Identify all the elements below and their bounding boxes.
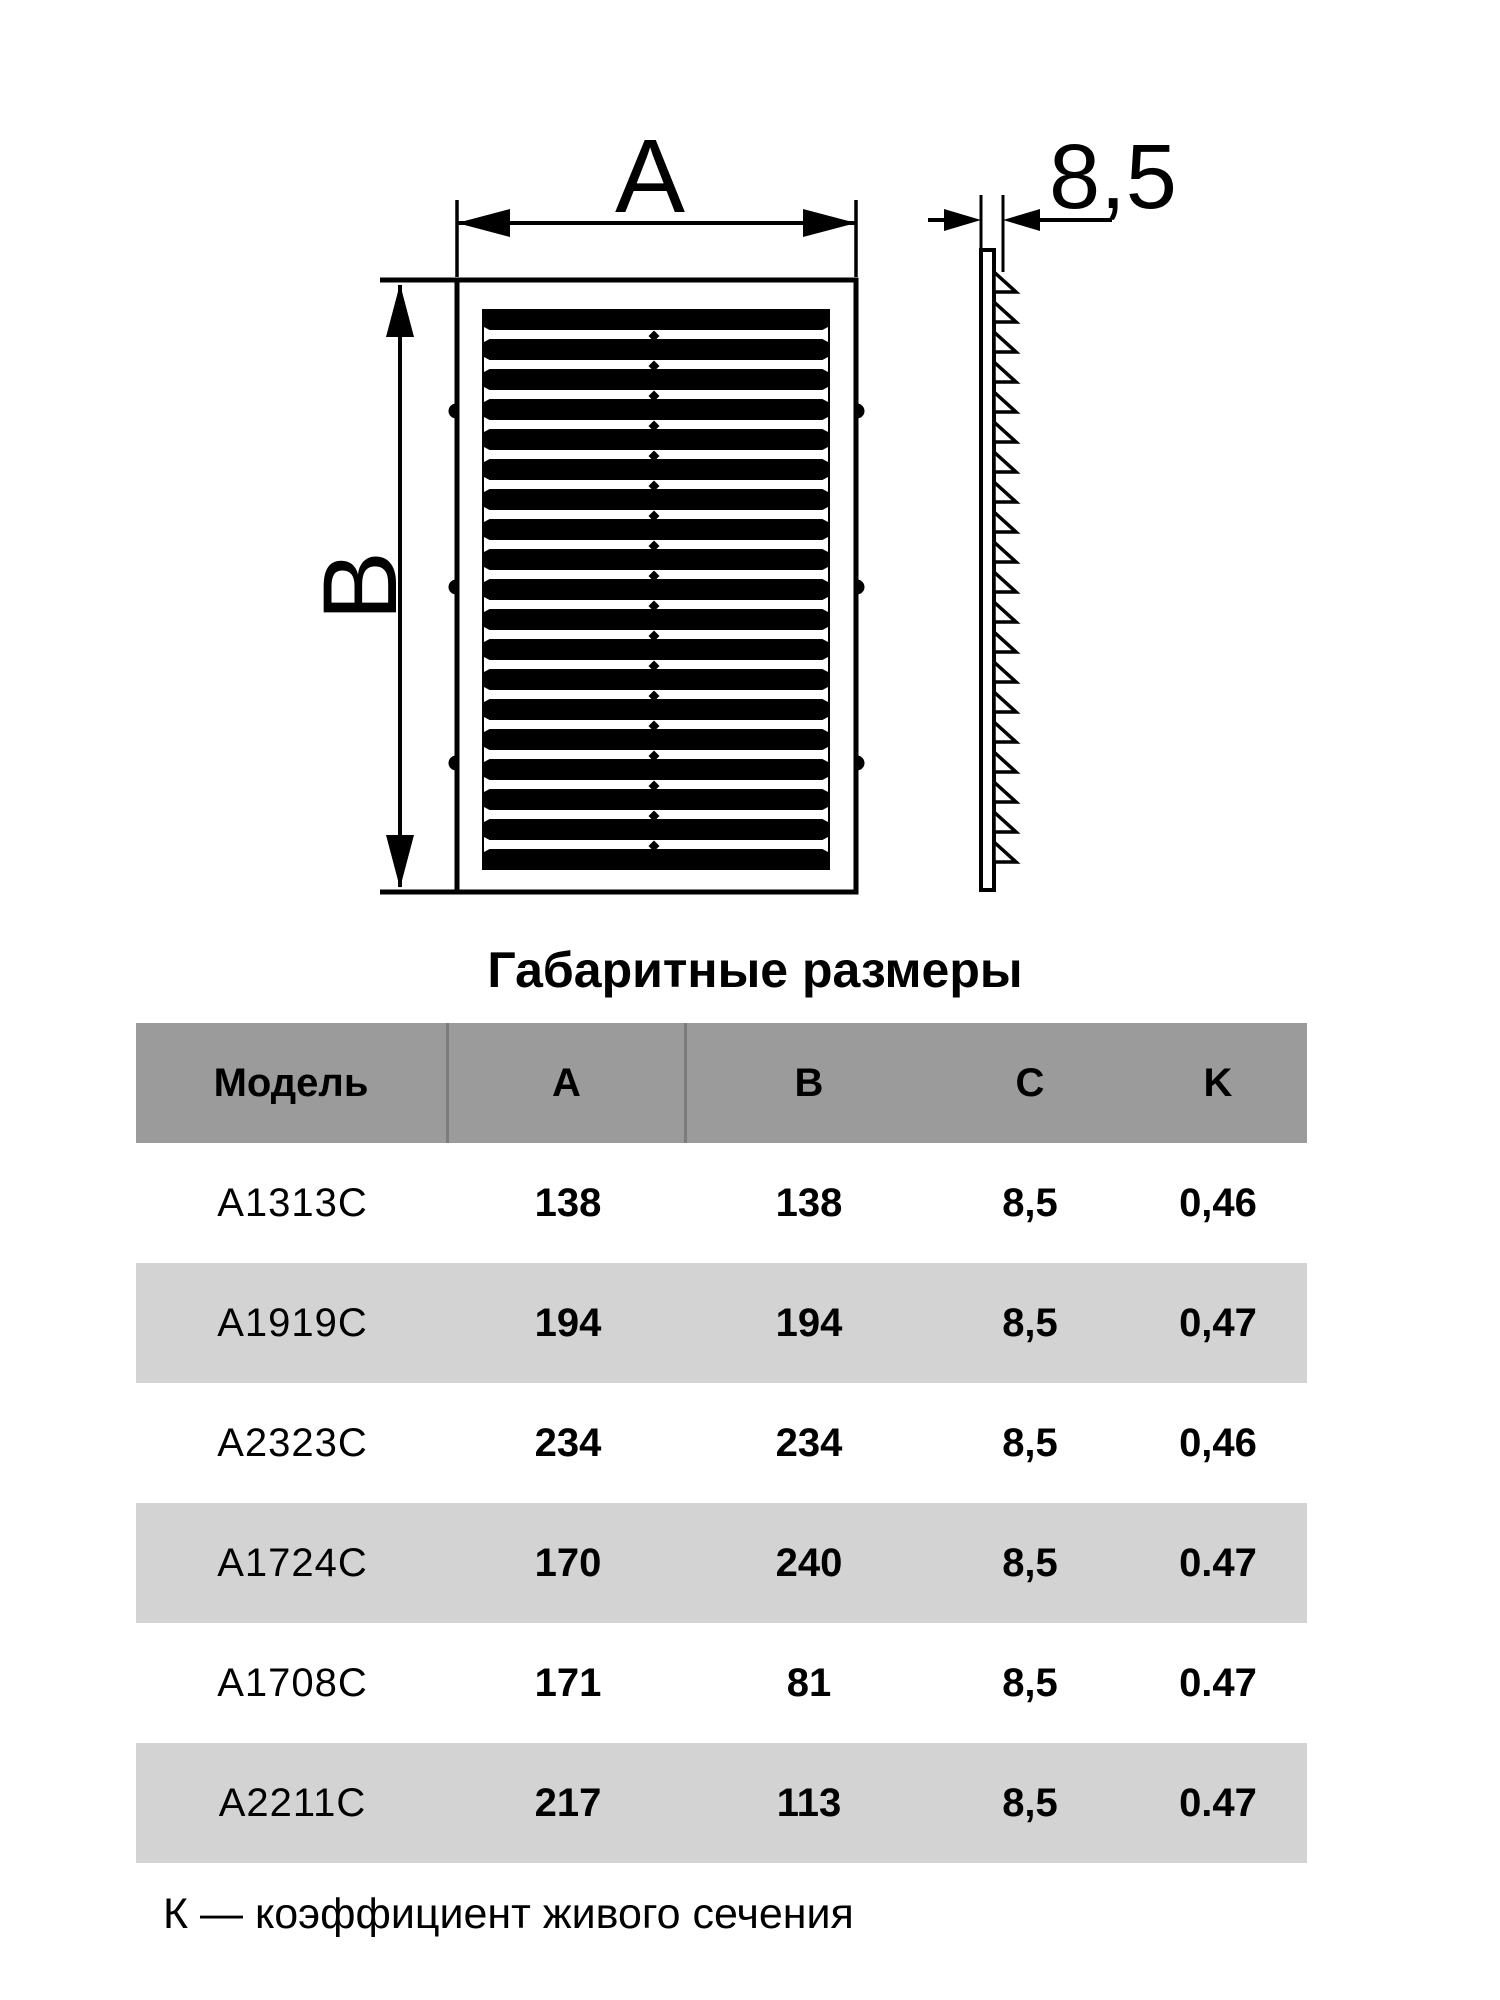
louver-tooth — [994, 782, 1016, 802]
cell-c: 8,5 — [1002, 1300, 1058, 1345]
cell-a: 171 — [534, 1660, 602, 1705]
header-a: A — [449, 1023, 687, 1143]
arrowhead-top — [386, 284, 414, 337]
table-row — [136, 1623, 1307, 1743]
cell-c: 8,5 — [1002, 1660, 1058, 1705]
cell-a: 138 — [534, 1180, 602, 1225]
arrowhead-left — [457, 209, 510, 237]
louver-tooth — [994, 452, 1016, 472]
louver-tooth — [994, 272, 1016, 292]
spec-table — [136, 1023, 1307, 1863]
table-body — [136, 1143, 1307, 1863]
dimension-depth-label: 8,5 — [1049, 126, 1177, 228]
cell-k: 0,46 — [1179, 1420, 1257, 1465]
cell-model: A2323C — [217, 1420, 368, 1465]
louver-tooth — [994, 572, 1016, 592]
cell-c: 8,5 — [1002, 1180, 1058, 1225]
cell-b: 240 — [775, 1540, 843, 1585]
arrowhead-right — [803, 209, 856, 237]
cell-a: 217 — [534, 1780, 602, 1825]
cell-b: 234 — [775, 1420, 843, 1465]
cell-model: A1313C — [217, 1180, 368, 1225]
louver-tooth — [994, 842, 1016, 862]
table-row — [136, 1743, 1307, 1863]
cell-b: 81 — [786, 1660, 832, 1705]
cell-k: 0.47 — [1179, 1660, 1257, 1705]
header-c: C — [1015, 1060, 1045, 1105]
louver-tooth — [994, 602, 1016, 622]
louver-tooth — [994, 752, 1016, 772]
cell-c: 8,5 — [1002, 1780, 1058, 1825]
dimension-A-label: A — [614, 118, 686, 235]
louver-tooth — [994, 812, 1016, 832]
cell-model: A1708C — [217, 1660, 368, 1705]
cell-a: 234 — [534, 1420, 602, 1465]
side-louver-teeth — [994, 272, 1016, 862]
louver-tooth — [994, 422, 1016, 442]
cell-k: 0,46 — [1179, 1180, 1257, 1225]
louver-tooth — [994, 662, 1016, 682]
louver-tooth — [994, 482, 1016, 502]
header-b: B — [794, 1060, 824, 1105]
louver-tooth — [994, 542, 1016, 562]
louver-tooth — [994, 722, 1016, 742]
cell-k: 0.47 — [1179, 1780, 1257, 1825]
louver-tooth — [994, 362, 1016, 382]
louver-tooth — [994, 512, 1016, 532]
cell-k: 0.47 — [1179, 1540, 1257, 1585]
drawing-title: Габаритные размеры — [487, 942, 1023, 998]
cell-model: A1919C — [217, 1300, 368, 1345]
louver-slats — [482, 309, 830, 870]
table-row — [136, 1263, 1307, 1383]
cell-a: 194 — [534, 1300, 602, 1345]
cell-k: 0,47 — [1179, 1300, 1257, 1345]
table-row — [136, 1143, 1307, 1263]
cell-a: 170 — [534, 1540, 602, 1585]
grille-front-view — [449, 280, 865, 892]
cell-b: 113 — [776, 1780, 842, 1825]
dimension-B — [302, 280, 466, 892]
cell-b: 194 — [775, 1300, 843, 1345]
louver-tooth — [994, 302, 1016, 322]
header-k: K — [1203, 1060, 1233, 1105]
cell-model: A2211C — [218, 1780, 367, 1825]
cell-model: A1724C — [217, 1540, 368, 1585]
side-plate — [981, 250, 994, 890]
louver-tooth — [994, 332, 1016, 352]
arrowhead-left-pointing — [1003, 209, 1040, 231]
table-header-row — [136, 1023, 1307, 1143]
dimension-A — [457, 118, 856, 277]
louver-tooth — [994, 632, 1016, 652]
dimension-depth — [928, 126, 1177, 272]
dimension-B-label: B — [302, 550, 419, 622]
arrowhead-right-pointing — [944, 209, 981, 231]
cell-b: 138 — [775, 1180, 843, 1225]
louver-tooth — [994, 692, 1016, 712]
table-row — [136, 1383, 1307, 1503]
arrowhead-bottom — [386, 835, 414, 888]
header-model: Модель — [136, 1023, 449, 1143]
footnote: К — коэффициент живого сечения — [163, 1890, 854, 1938]
grille-side-view — [981, 250, 1016, 890]
table-row — [136, 1503, 1307, 1623]
louver-tooth — [994, 392, 1016, 412]
cell-c: 8,5 — [1002, 1540, 1058, 1585]
cell-c: 8,5 — [1002, 1420, 1058, 1465]
